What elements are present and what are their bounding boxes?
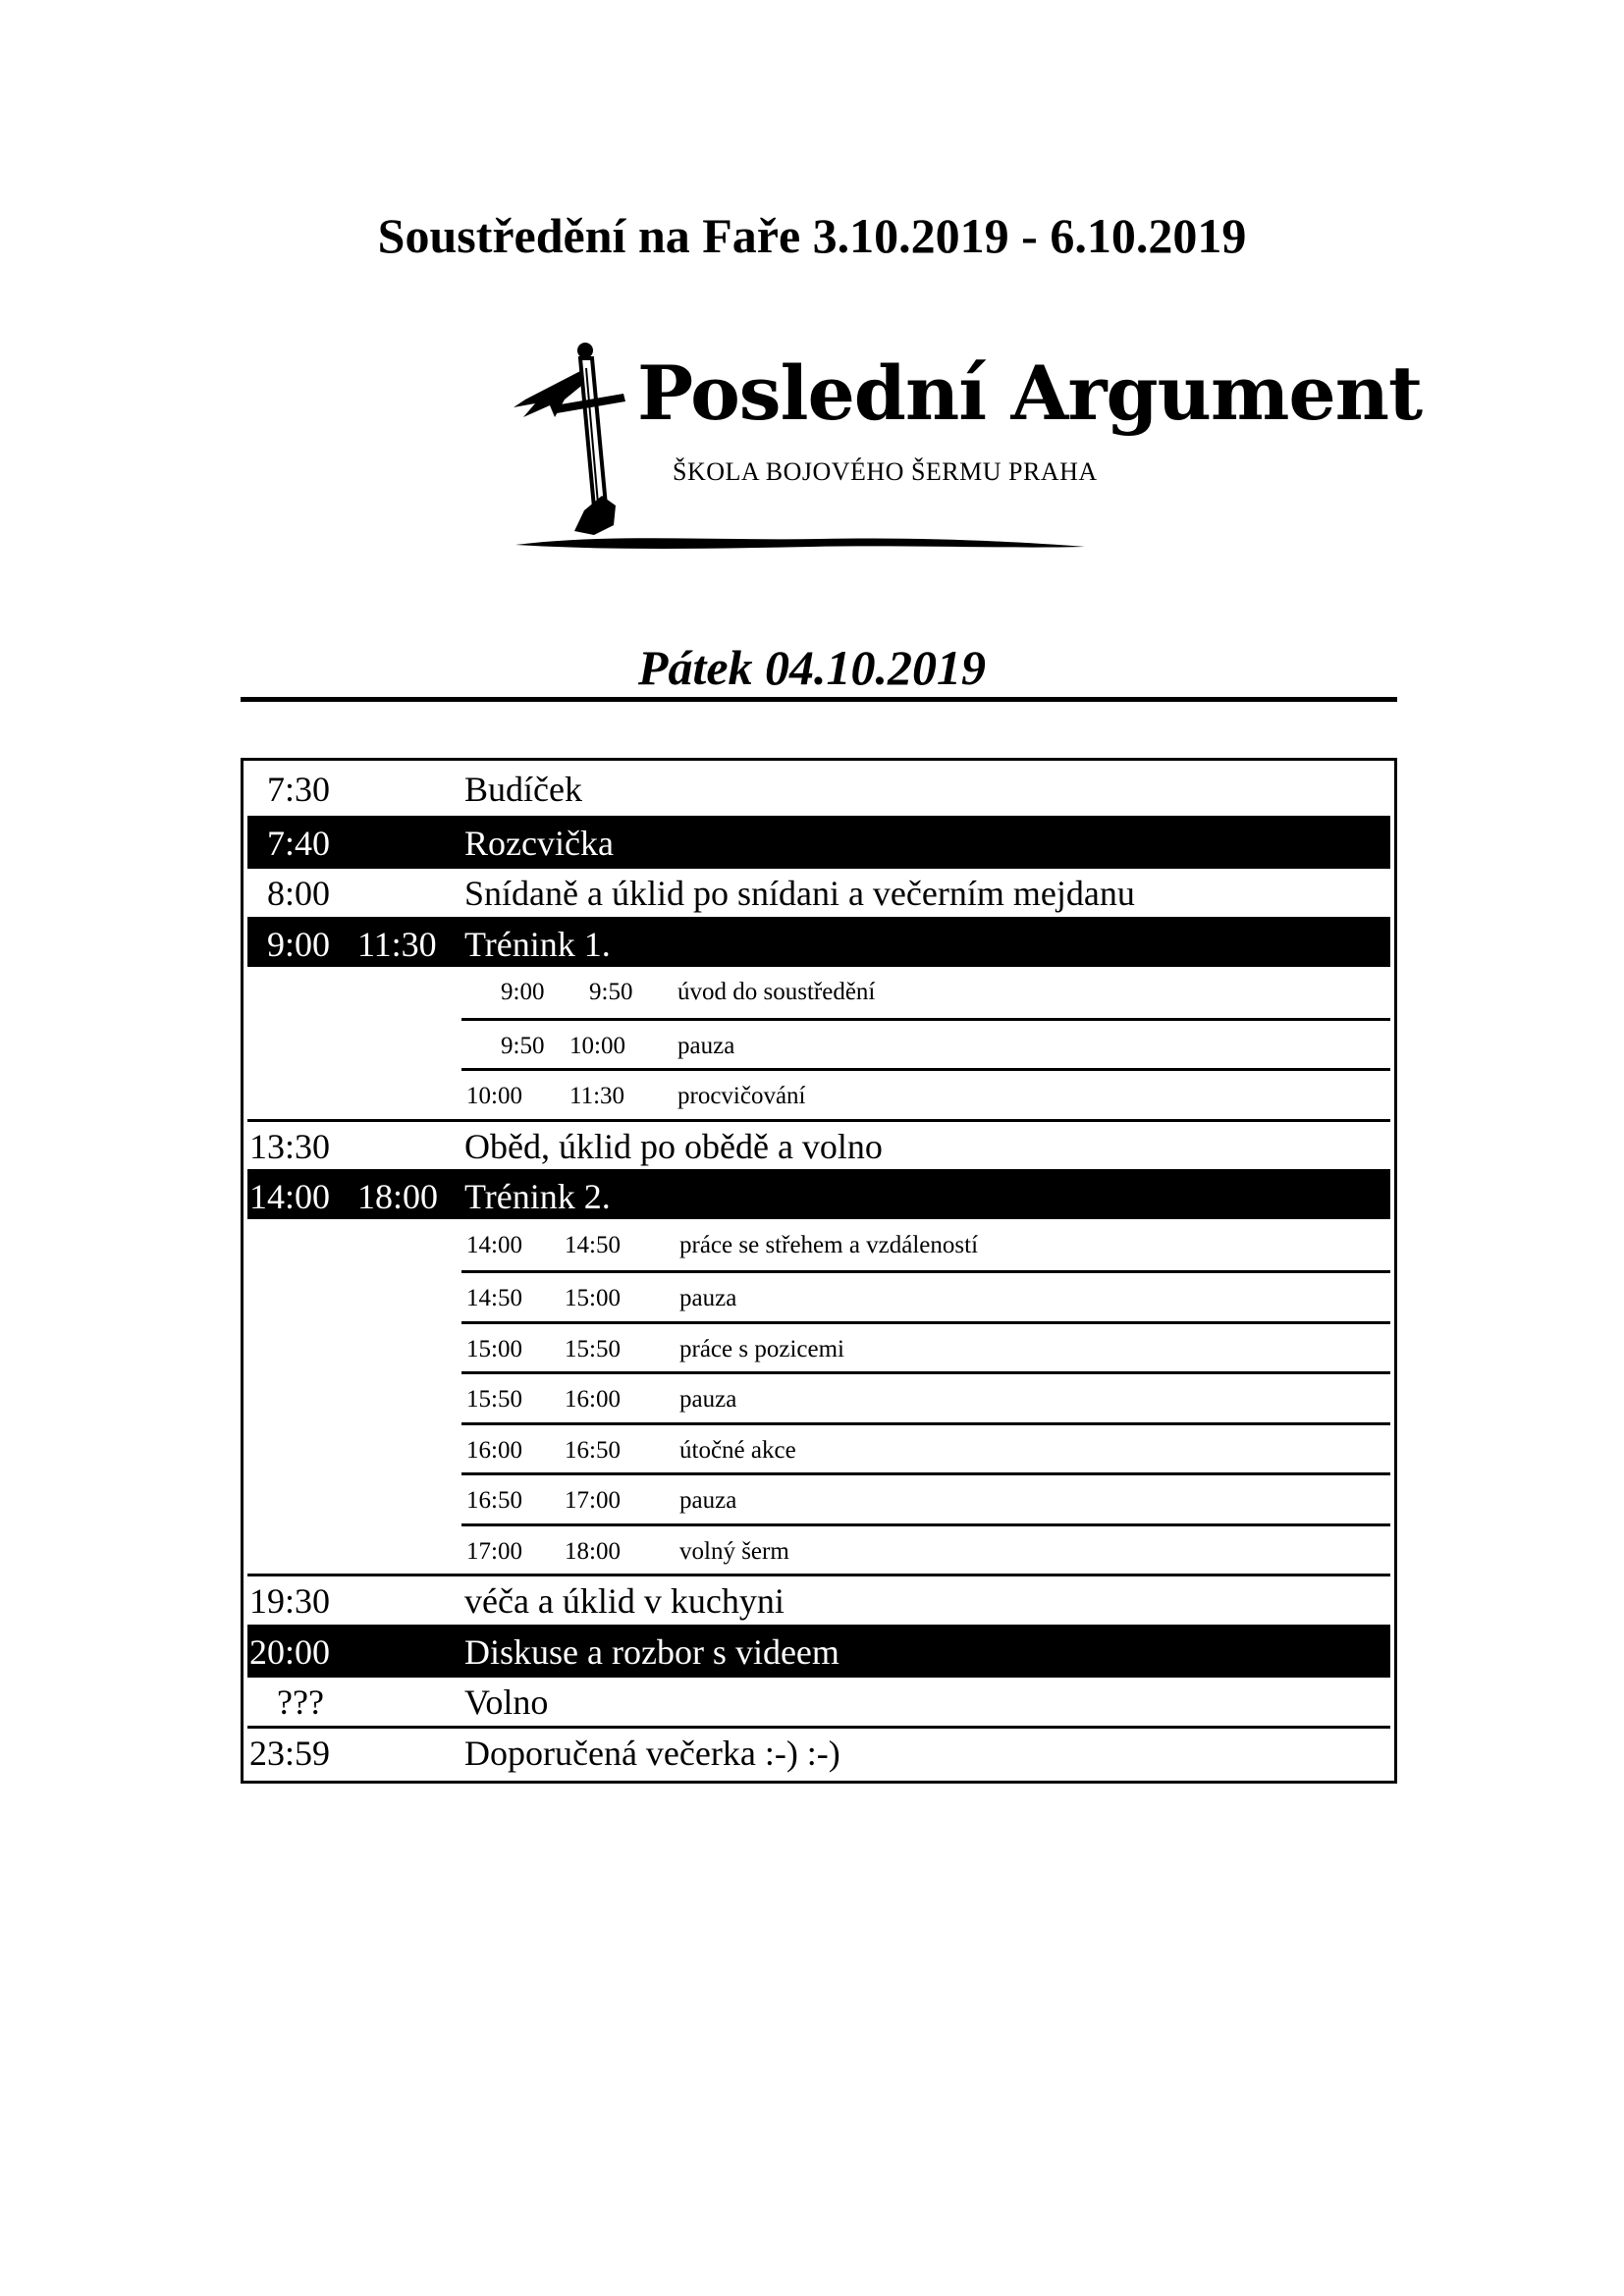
activity: úvod do soustředění xyxy=(677,979,876,1005)
schedule-subitem xyxy=(461,1220,1390,1270)
activity: pauza xyxy=(679,1285,737,1311)
page-title: Soustředění na Faře 3.10.2019 - 6.10.2019 xyxy=(377,208,1247,263)
start-time: 9:50 xyxy=(501,1032,545,1059)
activity: Doporučená večerka :-) :-) xyxy=(464,1733,840,1773)
logo-name: Poslední Argument xyxy=(637,349,1423,437)
schedule-subitem xyxy=(461,1422,1390,1472)
schedule-item xyxy=(247,1574,1390,1624)
start-time: 16:50 xyxy=(466,1487,522,1514)
start-time: 10:00 xyxy=(466,1083,522,1109)
start-time: 9:00 xyxy=(501,979,545,1005)
activity: Trénink 2. xyxy=(464,1177,611,1216)
start-time: 15:00 xyxy=(466,1335,522,1362)
logo-subtitle: ŠKOLA BOJOVÉHO ŠERMU PRAHA xyxy=(673,457,1098,486)
start-time: 7:30 xyxy=(267,770,331,809)
schedule-item xyxy=(247,1169,1390,1219)
schedule-item xyxy=(247,765,1390,815)
end-time: 16:00 xyxy=(565,1386,621,1413)
activity: volný šerm xyxy=(679,1537,789,1565)
end-time: 14:50 xyxy=(565,1231,621,1258)
start-time: 16:00 xyxy=(466,1436,522,1464)
end-time: 17:00 xyxy=(565,1487,621,1514)
schedule-item xyxy=(247,917,1390,967)
schedule-item xyxy=(247,866,1390,916)
activity: Oběd, úklid po obědě a volno xyxy=(464,1126,883,1166)
activity: pauza xyxy=(679,1386,737,1413)
schedule-item xyxy=(247,816,1390,866)
schedule-subitem xyxy=(461,1472,1390,1522)
start-time: 14:00 xyxy=(249,1177,331,1216)
activity: Trénink 1. xyxy=(464,924,611,964)
activity: útočné akce xyxy=(679,1436,796,1464)
start-time: 20:00 xyxy=(249,1631,331,1672)
schedule-item xyxy=(247,1726,1390,1776)
start-time: 8:00 xyxy=(267,874,331,913)
schedule-subitem xyxy=(461,1068,1390,1118)
end-time: 18:00 xyxy=(357,1177,439,1216)
activity: pauza xyxy=(677,1032,735,1059)
activity: pauza xyxy=(679,1487,737,1514)
end-time: 16:50 xyxy=(565,1436,621,1464)
schedule-subitem xyxy=(461,1321,1390,1371)
end-time: 10:00 xyxy=(569,1032,625,1059)
end-time: 15:00 xyxy=(565,1285,621,1311)
schedule-subitem xyxy=(461,1018,1390,1068)
activity: Budíček xyxy=(464,770,582,809)
start-time: 15:50 xyxy=(466,1386,522,1413)
activity: véča a úklid v kuchyni xyxy=(464,1581,785,1621)
schedule-subitem xyxy=(461,967,1390,1017)
school-logo xyxy=(496,339,1423,560)
start-time: 13:30 xyxy=(249,1126,331,1166)
day-heading: Pátek 04.10.2019 xyxy=(637,640,987,695)
activity: Diskuse a rozbor s videem xyxy=(464,1631,839,1672)
schedule-item xyxy=(247,1625,1390,1675)
activity: práce se střehem a vzdáleností xyxy=(679,1231,979,1258)
schedule-subitem xyxy=(461,1371,1390,1421)
start-time: ??? xyxy=(277,1682,324,1722)
schedule-subitem xyxy=(461,1270,1390,1320)
schedule-item xyxy=(247,1675,1390,1725)
start-time: 7:40 xyxy=(267,823,331,863)
schedule-item xyxy=(247,1119,1390,1169)
end-time: 11:30 xyxy=(569,1083,625,1109)
day-divider xyxy=(241,697,1397,702)
activity: práce s pozicemi xyxy=(679,1335,844,1362)
schedule-table xyxy=(241,758,1397,1784)
start-time: 17:00 xyxy=(466,1537,522,1565)
start-time: 14:50 xyxy=(466,1285,522,1311)
start-time: 14:00 xyxy=(466,1231,522,1258)
schedule-subitem xyxy=(461,1523,1390,1574)
activity: procvičování xyxy=(677,1083,806,1109)
activity: Volno xyxy=(464,1682,549,1722)
activity: Snídaně a úklid po snídani a večerním mejdanu xyxy=(464,874,1135,913)
end-time: 9:50 xyxy=(589,979,633,1005)
start-time: 9:00 xyxy=(267,924,331,964)
activity: Rozcvička xyxy=(464,823,614,863)
end-time: 18:00 xyxy=(565,1537,621,1565)
end-time: 11:30 xyxy=(357,924,437,964)
start-time: 23:59 xyxy=(249,1733,331,1773)
end-time: 15:50 xyxy=(565,1335,621,1362)
start-time: 19:30 xyxy=(249,1581,331,1621)
